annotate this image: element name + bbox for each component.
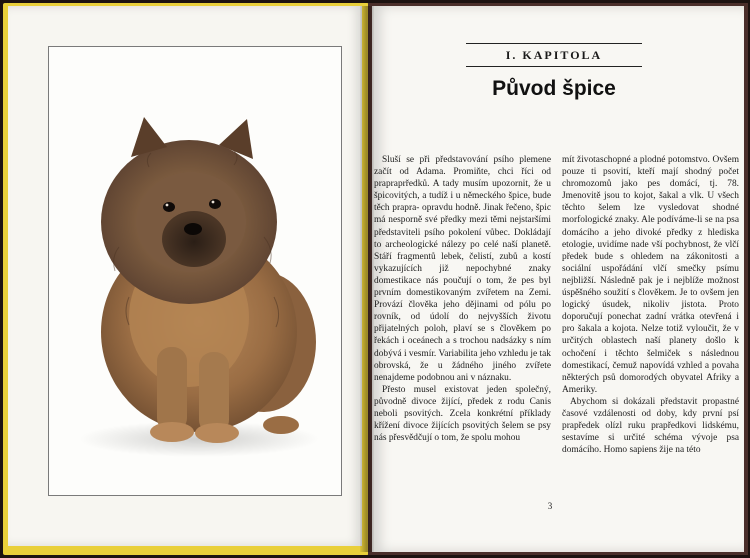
text-column-left <box>374 154 551 514</box>
text-column-right <box>562 154 739 514</box>
chapter-label: I. KAPITOLA <box>505 48 603 62</box>
page-number: 3 <box>547 501 553 511</box>
paragraph: mít životaschopné a plodné potomstvo. Ovšem pouze ti psovití, kteří mají shodný počet chromozomů jako pes domácí, tj. 78. Jmenovitě jsou to kojot, šakal a vlk. U všech těchto šelem lze vysledovat shodné morfologické znaky. Ale podíváme-li se na psa domácího a jeho divoké předky z hlediska etologie, uvidíme nade vší pochybnost, že vlčí předek bude s ohledem na zákonitosti a sociální uspořádání vlčí smečky psímu nejbližší. Následně pak je i nejblíže možnost úspěšného soužití s člověkem. Je to ovšem jen logický úsudek, nikoliv jistota. Proto doporučují ponechat zadní vrátka otevřená i pro šakala a kojota. Nelze totiž vyloučit, že v určitých oblastech naší planety došlo k ochočení i těchto šelmiček s následnou domestikací, čemuž napovídá vzhled a povaha některých psů domorodých obyvatel Afriky a Ameriky. <box>562 155 739 395</box>
book-spine <box>360 6 374 552</box>
pomeranian-puppy-image <box>49 47 341 495</box>
chapter-title: Původ špice <box>492 77 616 100</box>
chapter-rule-bottom <box>466 66 642 67</box>
paragraph: Sluší se při představování psího plemene začít od Adama. Promiňte, chci říci od prapraprředků. A tady musím upozornit, že u špicovitých, a tudíž i u německého špice, bude těch prapra- opravdu hodně. Jinak řečeno, špic má nesporně své předky mezi těmi nejstaršími představiteli psího pokolení vůbec. Dokládají to archeologické nálezy po celé naší planetě. Stáří fragmentů lebek, čelistí, zubů a kostí vykazujících již nepochybné znaky domestikace nás poučují o tom, že pes byl prvním domestikovaným zvířetem na Zemi. Provází člověka jeho dějinami od pólu po rovník, od údolí do nejvyšších životu přijatelných poloh, plaví se s člověkem po řekách i oceánech a s trochou nadsázky s ním dobývá i vesmír. Variabilita jeho vzhledu je tak obrovská, že u žádného jiného zvířete nenajdeme podobnou ani v náznaku. <box>374 155 551 383</box>
paragraph: Abychom si dokázali představit propastné časové vzdálenosti od doby, kdy první psí prapředek olízl ruku prapředkovi lidskému, sestavíme si určité schéma vývoje psa domácího. Homo sapiens žije na této <box>562 396 739 456</box>
dog-photo <box>48 46 342 496</box>
chapter-rule-top <box>466 43 642 44</box>
paragraph: Přesto musel existovat jeden společný, původně divoce žijící, předek z rodu Canis neboli psovitých. Zcela konkrétní příklady křížení divoce žijících psovitých šelem se psy nás přesvědčují o tom, že spolu mohou <box>374 384 551 444</box>
